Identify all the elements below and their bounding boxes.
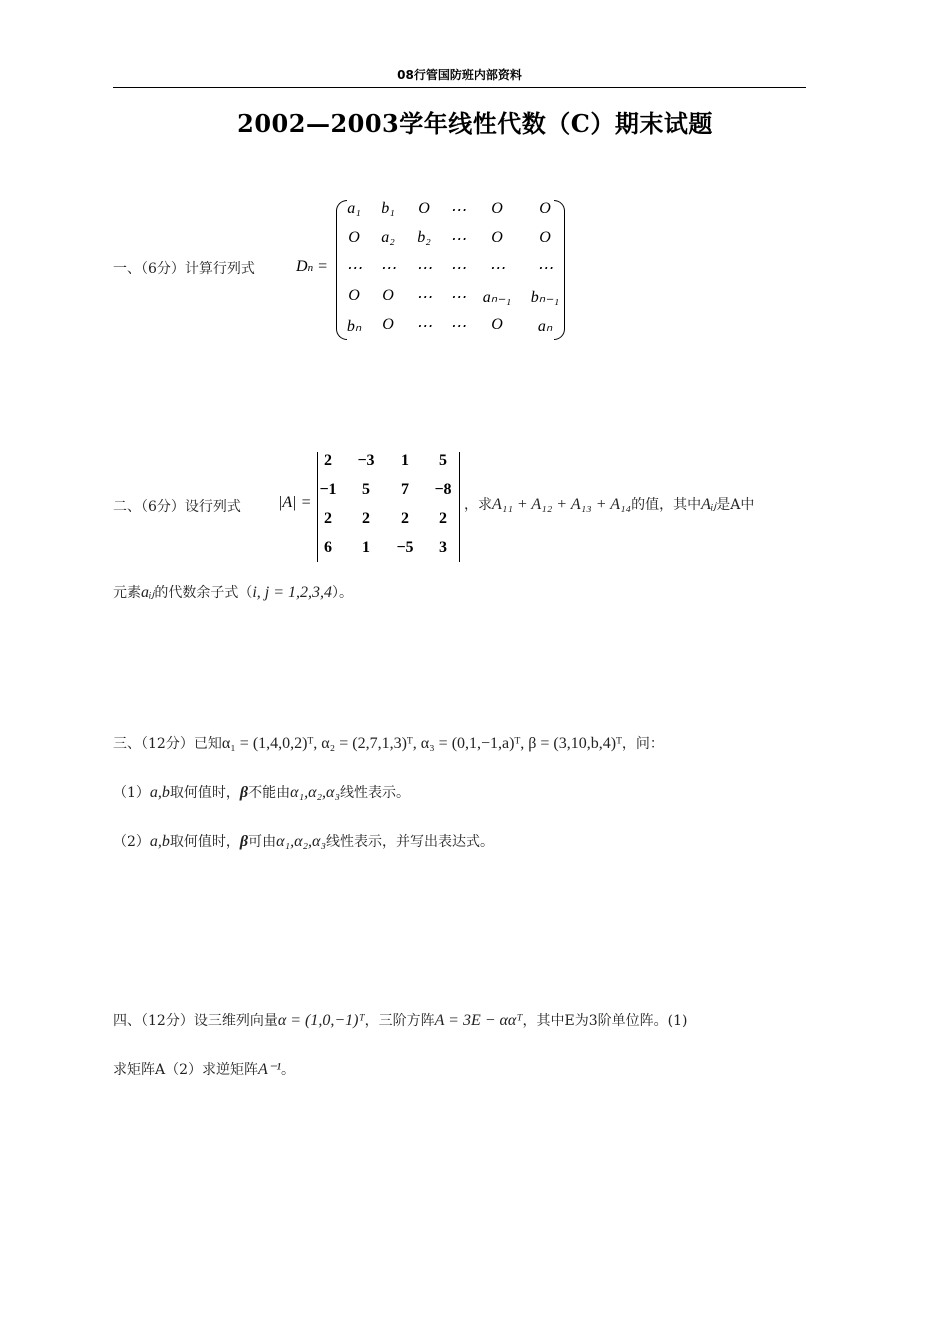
q3-sub1-alphas: α₁,α₂,α₃	[290, 784, 341, 801]
q1-matrix-cell-r3-c5: ⋯	[489, 260, 505, 277]
q1-matrix-cell-r4-c4: ⋯	[450, 289, 466, 306]
q2-lhs-text: |A| =	[278, 494, 312, 511]
q1-matrix-cell-r2-c1: O	[348, 229, 360, 246]
q2-line2-c: ）。	[332, 585, 354, 601]
q2-matrix-cell-r1-c1: 2	[324, 452, 332, 469]
q4-inv: A⁻¹	[258, 1061, 282, 1078]
q1-matrix-cell-r3-c2: ⋯	[380, 260, 396, 277]
q3-prefix: 三、（12分）已知	[113, 736, 222, 752]
q1-eq: =	[318, 258, 328, 275]
q1-matrix-cell-r3-c6: ⋯	[537, 260, 553, 277]
q3-sub2-text-a: 取何值时，	[169, 834, 240, 850]
q1-matrix-cell-r1-c4: ⋯	[450, 202, 466, 219]
q2-sum: A₁₁ + A₁₂ + A₁₃ + A₁₄	[492, 496, 632, 513]
q2-line2	[113, 582, 353, 602]
q1-matrix-cell-r5-c1: bₙ	[346, 318, 362, 335]
q3-sub1-text-b: 不能由	[248, 785, 291, 801]
q3-sub2-label: （2）	[113, 834, 150, 850]
q3-sub1	[113, 782, 410, 802]
q1-matrix-cell-r2-c4: ⋯	[450, 231, 466, 248]
q3-sub2	[113, 831, 494, 851]
q4-prefix: 四、（12分）设三维列向量	[113, 1013, 278, 1029]
q1-matrix-cell-r4-c5: aₙ₋₁	[482, 289, 512, 306]
q2-matrix-cell-r3-c4: 2	[439, 510, 447, 527]
q3-sub1-text-c: 线性表示。	[340, 785, 411, 801]
q2-matrix-cell-r4-c2: 1	[362, 539, 370, 556]
q2-matrix-cell-r4-c3: −5	[396, 539, 414, 556]
q1-matrix-cell-r3-c4: ⋯	[450, 260, 466, 277]
q1-matrix-cell-r5-c3: ⋯	[416, 318, 432, 335]
q1-matrix-cell-r5-c2: O	[382, 316, 394, 333]
q2-matrix-cell-r2-c1: −1	[319, 481, 337, 498]
q2-matrix-cell-r4-c1: 6	[324, 539, 332, 556]
q4-line2-a: 求矩阵A（2）求逆矩阵	[113, 1062, 259, 1078]
q1-matrix-cell-r3-c1: ⋯	[346, 260, 362, 277]
q1-matrix-cell-r4-c3: ⋯	[416, 289, 432, 306]
q2-matrix-cell-r4-c4: 3	[439, 539, 447, 556]
q2-line2-b: 的代数余子式（	[154, 585, 253, 601]
q1-matrix-cell-r1-c2: b₁	[381, 200, 395, 217]
q1-matrix-cell-r4-c6: bₙ₋₁	[530, 289, 560, 306]
q2-matrix-cell-r1-c4: 5	[439, 452, 447, 469]
q2-matrix-cell-r1-c3: 1	[401, 452, 409, 469]
q2-suffix-1: 的值，其中	[631, 497, 702, 513]
q1-matrix-cell-r2-c6: O	[539, 229, 551, 246]
q1-lhs	[296, 256, 327, 276]
q2-suffix-2: 是A中	[716, 497, 755, 513]
q2-line2-a: 元素	[113, 585, 141, 601]
q1-matrix-cell-r5-c4: ⋯	[450, 318, 466, 335]
q4-line1	[113, 1010, 687, 1030]
q3-sub1-label: （1）	[113, 785, 150, 801]
q1-matrix-cell-r3-c3: ⋯	[416, 260, 432, 277]
q4-mid: ，三阶方阵	[364, 1013, 435, 1029]
q2-matrix-cell-r3-c2: 2	[362, 510, 370, 527]
q1-matrix-cell-r1-c3: O	[418, 200, 430, 217]
q4-line2-b: 。	[281, 1062, 296, 1078]
q1-matrix-cell-r2-c3: b₂	[417, 229, 431, 246]
q3-sub2-text-c: 线性表示，并写出表达式。	[326, 834, 495, 850]
q3-sub2-alphas: α₁,α₂,α₃	[276, 833, 327, 850]
q1-prefix: 一、（6分）计算行列式	[113, 261, 255, 277]
q3-sub1-vars: a,b	[149, 784, 170, 801]
q1-lhs-symbol: D	[296, 258, 308, 275]
q1-lhs-sub: n	[307, 262, 314, 274]
q4-alpha-def: α = (1,0,−1)ᵀ	[277, 1012, 365, 1029]
q2-aij: Aᵢⱼ	[701, 496, 717, 513]
q3-sub2-vars: a,b	[149, 833, 170, 850]
q1-matrix-cell-r5-c6: aₙ	[537, 318, 553, 335]
q2-line1-rest	[464, 494, 754, 514]
q2-matrix-cell-r2-c3: 7	[401, 481, 409, 498]
q3-sub2-beta: β	[239, 833, 249, 850]
q2-prefix: 二、（6分）设行列式	[113, 499, 241, 515]
q3-line	[113, 733, 664, 753]
q2-matrix-cell-r3-c1: 2	[324, 510, 332, 527]
q1-matrix-cell-r4-c2: O	[382, 287, 394, 304]
q3-formula: α₁ = (1,4,0,2)ᵀ, α₂ = (2,7,1,3)ᵀ, α₃ = (0,1,−1,a)ᵀ, β = (3,10,b,4)ᵀ	[221, 735, 622, 752]
q2-sum-prefix: ，求	[464, 497, 492, 513]
q2-matrix-cell-r1-c2: −3	[357, 452, 375, 469]
q1-matrix-cell-r1-c1: a₁	[347, 200, 361, 217]
q1-matrix-cell-r1-c5: O	[491, 200, 503, 217]
q1-matrix-cell-r2-c5: O	[491, 229, 503, 246]
q4-suffix: ，其中E为3阶单位阵。(1)	[522, 1013, 688, 1029]
q1-matrix-cell-r2-c2: a₂	[381, 229, 395, 246]
q2-matrix-cell-r3-c3: 2	[401, 510, 409, 527]
q2-matrix-cell-r2-c4: −8	[434, 481, 452, 498]
header-divider	[113, 87, 806, 88]
q4-a-def: A = 3E − ααᵀ	[434, 1012, 523, 1029]
q3-sub1-beta: β	[239, 784, 249, 801]
q1-matrix-cell-r5-c5: O	[491, 316, 503, 333]
q2-matrix-cell-r2-c2: 5	[362, 481, 370, 498]
q3-sub2-text-b: 可由	[248, 834, 277, 850]
q1-matrix-cell-r1-c6: O	[539, 200, 551, 217]
q2-lhs	[278, 494, 311, 512]
q3-sub1-text-a: 取何值时，	[169, 785, 240, 801]
q4-line2	[113, 1059, 295, 1079]
q2-line2-aij: aᵢⱼ	[141, 584, 155, 601]
q3-suffix: ，问：	[621, 736, 664, 752]
q1-matrix-cell-r4-c1: O	[348, 287, 360, 304]
page-title: 2002—2003学年线性代数（C）期末试题	[237, 109, 713, 138]
q2-line2-ij: i, j = 1,2,3,4	[252, 584, 333, 601]
page-header: 08行管国防班内部资料	[397, 68, 522, 82]
